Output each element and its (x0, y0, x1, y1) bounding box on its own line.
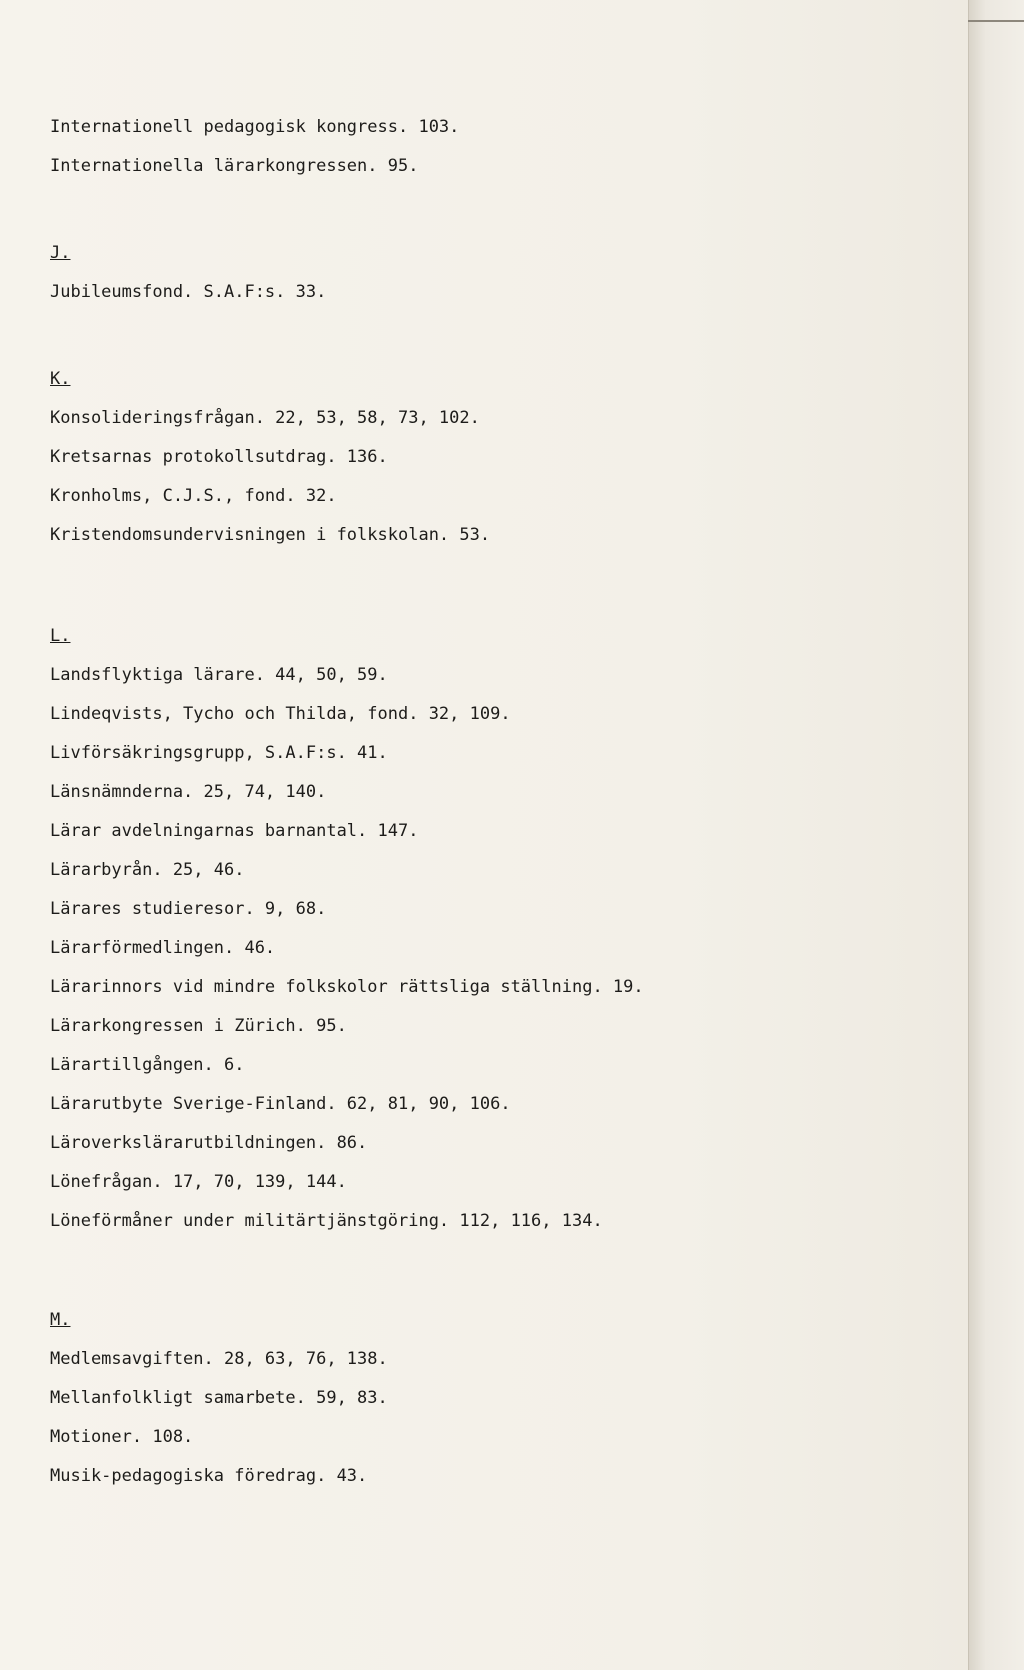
index-entry: Lärarförmedlingen. 46. (50, 938, 276, 958)
index-entry: Internationella lärarkongressen. 95. (50, 156, 419, 176)
index-entry: Internationell pedagogisk kongress. 103. (50, 117, 460, 137)
index-section-j (50, 234, 950, 312)
index-entry: Musik-pedagogiska föredrag. 43. (50, 1466, 368, 1486)
index-entry: Lönefrågan. 17, 70, 139, 144. (50, 1172, 347, 1192)
section-heading-l: L. (50, 626, 71, 646)
index-entry: Lärarinnors vid mindre folkskolor rättsliga ställning. 19. (50, 977, 644, 997)
index-entry: Löneförmåner under militärtjänstgöring. 112, 116, 134. (50, 1211, 603, 1231)
index-entry: Kretsarnas protokollsutdrag. 136. (50, 447, 388, 467)
index-content (50, 108, 950, 1496)
section-heading-m: M. (50, 1310, 71, 1330)
index-entry: Lärartillgången. 6. (50, 1055, 245, 1075)
index-entry: Länsnämnderna. 25, 74, 140. (50, 782, 327, 802)
index-entry: Medlemsavgiften. 28, 63, 76, 138. (50, 1349, 388, 1369)
index-entry: Lärar avdelningarnas barnantal. 147. (50, 821, 419, 841)
index-entry: Lärares studieresor. 9, 68. (50, 899, 327, 919)
index-section-i (50, 108, 950, 186)
index-entry: Läroverkslärarutbildningen. 86. (50, 1133, 368, 1153)
index-entry: Jubileumsfond. S.A.F:s. 33. (50, 282, 327, 302)
index-entry: Livförsäkringsgrupp, S.A.F:s. 41. (50, 743, 388, 763)
index-entry: Konsolideringsfrågan. 22, 53, 58, 73, 102. (50, 408, 480, 428)
index-entry: Lärarutbyte Sverige-Finland. 62, 81, 90, 106. (50, 1094, 511, 1114)
index-entry: Landsflyktiga lärare. 44, 50, 59. (50, 665, 388, 685)
index-section-l (50, 617, 950, 1241)
index-entry: Lindeqvists, Tycho och Thilda, fond. 32, 109. (50, 704, 511, 724)
index-entry: Kristendomsundervisningen i folkskolan. 53. (50, 525, 491, 545)
page-edge-mark (968, 20, 1024, 22)
index-entry: Lärarkongressen i Zürich. 95. (50, 1016, 347, 1036)
index-entry: Kronholms, C.J.S., fond. 32. (50, 486, 337, 506)
index-entry: Motioner. 108. (50, 1427, 194, 1447)
section-heading-j: J. (50, 243, 71, 263)
index-section-k (50, 360, 950, 555)
index-entry: Mellanfolkligt samarbete. 59, 83. (50, 1388, 388, 1408)
page-edge (968, 0, 1024, 1670)
index-entry: Lärarbyrån. 25, 46. (50, 860, 245, 880)
index-section-m (50, 1301, 950, 1496)
section-heading-k: K. (50, 369, 71, 389)
